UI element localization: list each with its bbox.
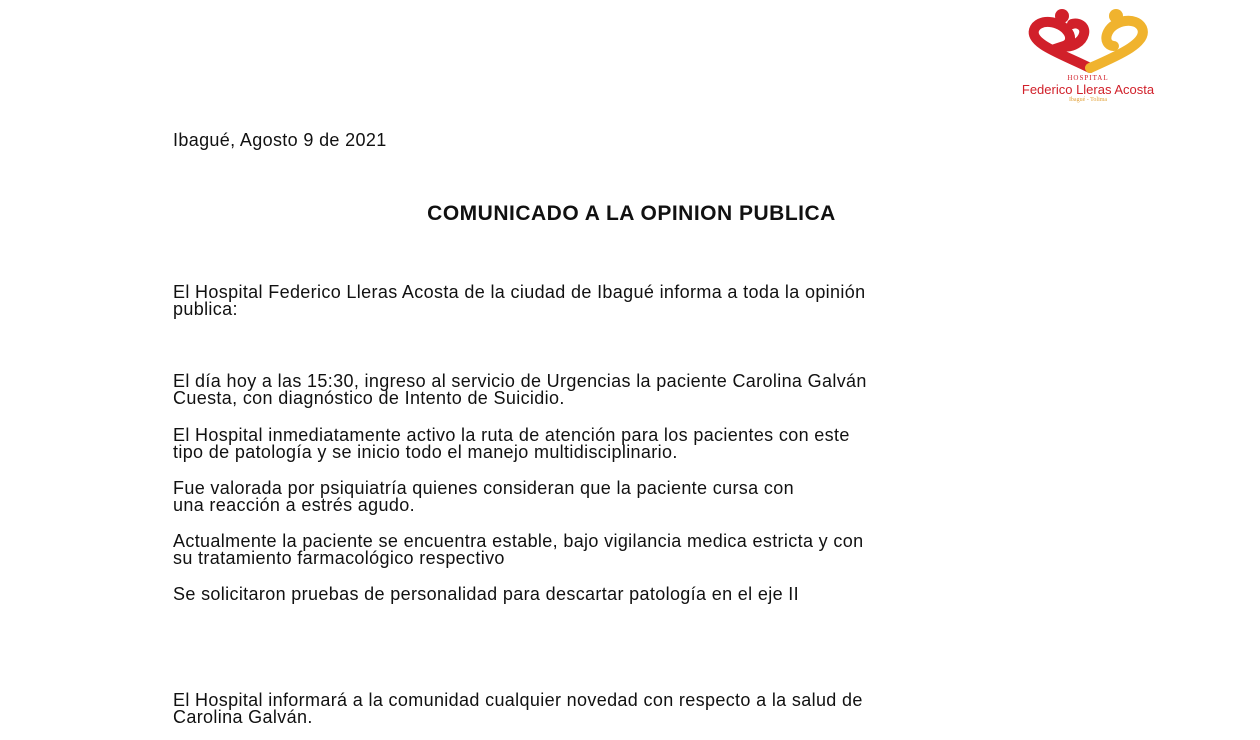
closing-line-2: Carolina Galván.: [173, 707, 313, 727]
paragraph-3-line-1: Fue valorada por psiquiatría quienes consideran que la paciente cursa con: [173, 478, 794, 498]
logo-hospital-name: Federico Lleras Acosta: [1021, 82, 1155, 97]
paragraph-4-line-1: Actualmente la paciente se encuentra estable, bajo vigilancia medica estricta y con: [173, 531, 864, 551]
document-title: COMUNICADO A LA OPINION PUBLICA: [427, 202, 836, 225]
intro-line-2: publica:: [173, 299, 238, 319]
paragraph-5-line-1: Se solicitaron pruebas de personalidad para descartar patología en el eje II: [173, 584, 799, 604]
paragraph-2-line-2: tipo de patología y se inicio todo el manejo multidisciplinario.: [173, 442, 678, 462]
paragraph-2-line-1: El Hospital inmediatamente activo la ruta de atención para los pacientes con este: [173, 425, 850, 445]
hearts-logo-icon: [1012, 4, 1164, 76]
closing-line-1: El Hospital informará a la comunidad cualquier novedad con respecto a la salud de: [173, 690, 863, 710]
place-date: Ibagué, Agosto 9 de 2021: [173, 130, 387, 150]
logo-city-label: Ibagué - Tolima: [1068, 97, 1108, 103]
logo-hospital-label: HOSPITAL: [1067, 74, 1109, 82]
paragraph-1-line-2: Cuesta, con diagnóstico de Intento de Suicidio.: [173, 388, 565, 408]
intro-line-1: El Hospital Federico Lleras Acosta de la ciudad de Ibagué informa a toda la opinión: [173, 282, 866, 302]
paragraph-4-line-2: su tratamiento farmacológico respectivo: [173, 548, 505, 568]
paragraph-3-line-2: una reacción a estrés agudo.: [173, 495, 415, 515]
paragraph-1-line-1: El día hoy a las 15:30, ingreso al servicio de Urgencias la paciente Carolina Galván: [173, 371, 867, 391]
hospital-logo: [1012, 4, 1164, 104]
